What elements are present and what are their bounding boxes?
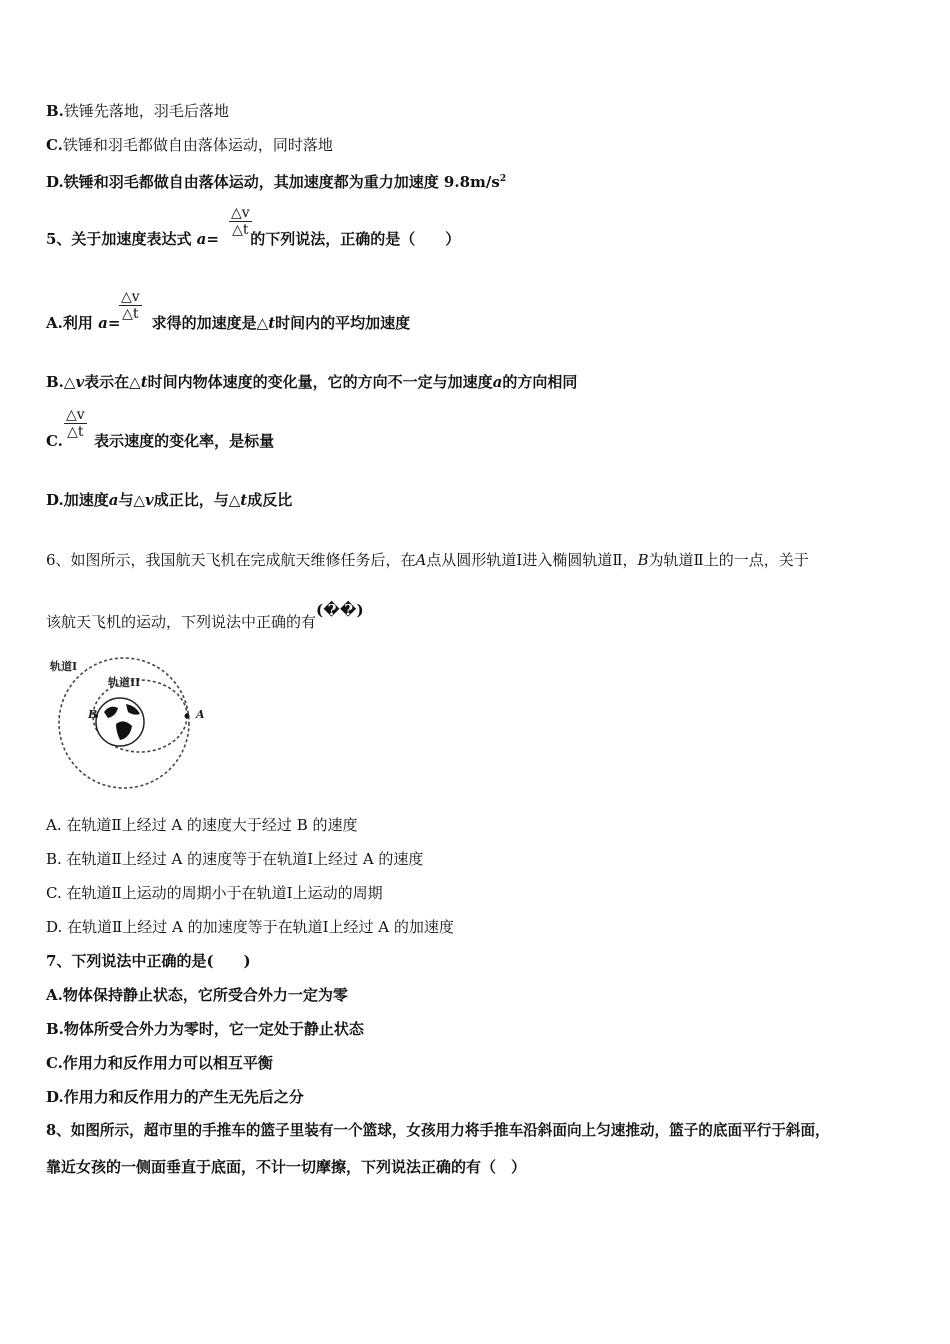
- q7-option-d: [46, 1087, 304, 1107]
- q5-option-a-pre: 利用: [62, 314, 99, 332]
- q7-option-a-letter: A.: [46, 986, 63, 1004]
- q7-option-c: [46, 1053, 273, 1073]
- q5-option-a: [46, 313, 410, 333]
- q5-option-d-v: v: [145, 491, 154, 509]
- q4-option-c-text: 铁锤和羽毛都做自由落体运动，同时落地: [62, 136, 333, 154]
- q6-stem-line2: [46, 601, 364, 632]
- q6-option-c: C. 在轨道Ⅱ上运动的周期小于在轨道Ⅰ上运动的周期: [46, 884, 383, 902]
- q5-option-a-fraction: [119, 289, 142, 322]
- q4-option-b: [46, 101, 229, 121]
- q5-stem-fraction: [229, 205, 252, 238]
- fraction-numerator: △v: [66, 407, 85, 423]
- q6-stem-part2: 点从圆形轨道Ⅰ进入椭圆轨道Ⅱ，: [426, 551, 638, 569]
- q5-option-a-t: t: [268, 314, 276, 332]
- q6-stem-part1: 6、如图所示，我国航天飞机在完成航天维修任务后，在: [46, 551, 416, 569]
- point-a-marker: [185, 714, 190, 719]
- orbit-1-label: 轨道I: [50, 660, 78, 673]
- q4-option-d-letter: D.: [46, 173, 64, 191]
- q7-option-b-letter: B.: [46, 1020, 64, 1038]
- q5-option-b-part3: 时间内物体速度的变化量，它的方向不一定与加速度: [147, 373, 493, 391]
- q4-option-d: [46, 169, 506, 192]
- q5-option-c-text: 表示速度的变化率，是标量: [88, 432, 275, 450]
- q5-option-a-post: 求得的加速度是△: [146, 314, 269, 332]
- q6-stem-paren: (��): [316, 601, 364, 619]
- q6-stem-line1: [46, 550, 809, 570]
- q4-option-d-sup: 2: [499, 174, 507, 184]
- q5-option-c-fraction: [64, 407, 87, 440]
- q5-option-a-end: 时间内的平均加速度: [275, 314, 411, 332]
- point-a-label: A: [196, 708, 205, 721]
- q5-option-b-a: a: [492, 373, 503, 391]
- q6-stem-part3: 为轨道Ⅱ上的一点，关于: [648, 551, 809, 569]
- q5-option-d-part3: 成正比，与△: [153, 491, 241, 509]
- q7-option-c-letter: C.: [46, 1054, 63, 1072]
- q5-var-a: a: [196, 230, 207, 248]
- q5-option-d-part1: 加速度: [63, 491, 109, 509]
- q5-option-d-part4: 成反比: [247, 491, 293, 509]
- fraction-numerator: △v: [121, 289, 140, 305]
- q5-stem-post: 的下列说法，正确的是（ ）: [244, 230, 461, 248]
- q5-option-d-part2: 与△: [118, 491, 145, 509]
- q4-option-b-letter: B.: [46, 102, 64, 120]
- q6-option-a: A. 在轨道Ⅱ上经过 A 的速度大于经过 B 的速度: [46, 816, 358, 834]
- q7-option-a: [46, 985, 348, 1005]
- q8-stem-line2: 靠近女孩的一侧面垂直于底面，不计一切摩擦，下列说法正确的有（ ）: [46, 1158, 527, 1176]
- q4-option-b-text: 铁锤先落地，羽毛后落地: [63, 102, 229, 120]
- q5-eq: =: [206, 230, 219, 248]
- q5-option-b-part2: 表示在△: [84, 373, 141, 391]
- q5-option-b-part1: △: [63, 373, 76, 391]
- q5-option-a-var: a: [98, 314, 108, 332]
- q5-option-d-t: t: [240, 491, 248, 509]
- q6-stem-line2-text: 该航天飞机的运动，下列说法中正确的有: [46, 613, 317, 631]
- q7-option-a-text: 物体保持静止状态，它所受合外力一定为零: [62, 986, 348, 1004]
- point-b-label: B: [88, 708, 98, 721]
- q5-stem: [46, 229, 460, 249]
- q7-stem: 7、下列说法中正确的是( ): [46, 952, 251, 970]
- q5-option-b-t: t: [140, 373, 148, 391]
- q5-option-d: [46, 490, 292, 510]
- q5-option-a-eq: =: [107, 314, 121, 332]
- q7-option-d-text: 作用力和反作用力的产生无先后之分: [63, 1088, 304, 1106]
- orbit-2-label: 轨道II: [108, 676, 141, 689]
- q4-option-c: [46, 135, 333, 155]
- q5-option-d-a: a: [108, 491, 119, 509]
- q5-option-b-part4: 的方向相同: [502, 373, 578, 391]
- q6-stem-b: B: [637, 551, 649, 569]
- q5-option-b: [46, 372, 577, 392]
- q7-option-d-letter: D.: [46, 1088, 64, 1106]
- fraction-denominator: △t: [232, 222, 249, 238]
- q5-option-d-letter: D.: [46, 491, 64, 509]
- q4-option-c-letter: C.: [46, 136, 63, 154]
- fraction-denominator: △t: [122, 306, 139, 322]
- q7-option-b: [46, 1019, 364, 1039]
- q6-option-b: B. 在轨道Ⅱ上经过 A 的速度等于在轨道Ⅰ上经过 A 的速度: [46, 850, 424, 868]
- q7-option-c-text: 作用力和反作用力可以相互平衡: [62, 1054, 273, 1072]
- fraction-numerator: △v: [231, 205, 250, 221]
- q6-option-d: D. 在轨道Ⅱ上经过 A 的加速度等于在轨道Ⅰ上经过 A 的加速度: [46, 918, 454, 936]
- q5-option-a-letter: A.: [46, 314, 63, 332]
- q5-option-b-v: v: [75, 373, 85, 391]
- q7-option-b-text: 物体所受合外力为零时，它一定处于静止状态: [63, 1020, 364, 1038]
- q5-option-b-letter: B.: [46, 373, 64, 391]
- orbit-figure: [46, 652, 221, 794]
- q8-stem-line1: 8、如图所示，超市里的手推车的篮子里装有一个篮球，女孩用力将手推车沿斜面向上匀速推动，篮子的底面平行于斜面，: [46, 1122, 830, 1139]
- q4-option-d-text: 铁锤和羽毛都做自由落体运动，其加速度都为重力加速度 9.8m/s: [63, 173, 500, 191]
- fraction-denominator: △t: [67, 424, 84, 440]
- q5-option-c-letter: C.: [46, 432, 63, 450]
- q5-stem-pre: 5、关于加速度表达式: [46, 230, 197, 248]
- q6-stem-a: A: [415, 551, 427, 569]
